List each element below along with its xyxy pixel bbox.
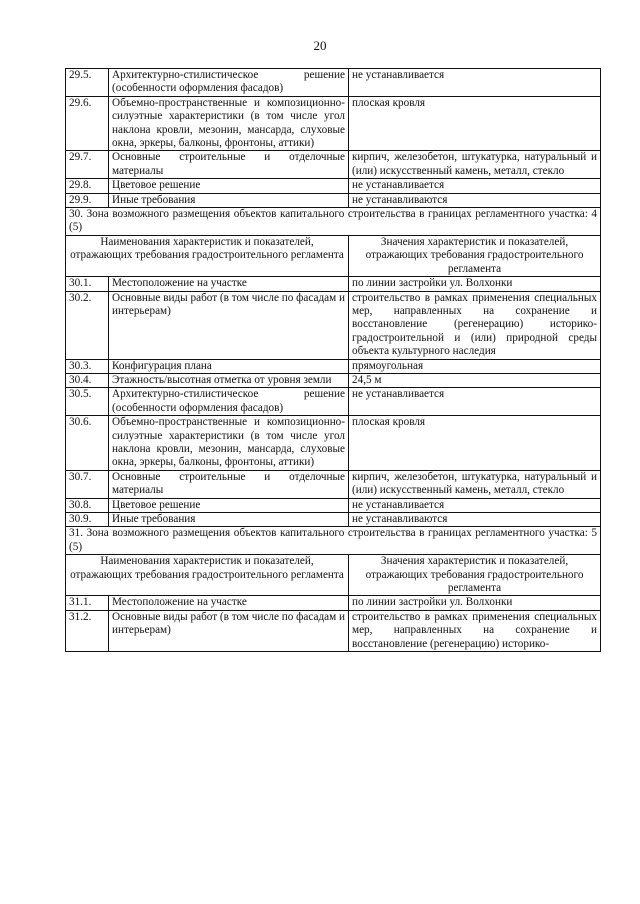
- row-value: прямоугольная: [349, 359, 601, 373]
- row-value: кирпич, железобетон, штукатурка, натуральный и (или) искусственный камень, металл, стекло: [349, 470, 601, 498]
- row-number: 29.5.: [66, 69, 109, 97]
- row-value: не устанавливается: [349, 69, 601, 97]
- row-value: не устанавливается: [349, 498, 601, 512]
- row-number: 30.7.: [66, 470, 109, 498]
- row-value: плоская кровля: [349, 416, 601, 471]
- header-value: Значения характеристик и показателей, отражающих требования градостроительного регламента: [349, 555, 601, 596]
- page-number: 20: [313, 38, 327, 53]
- row-number: 29.6.: [66, 96, 109, 151]
- table-row: [66, 193, 601, 207]
- row-value: 24,5 м: [349, 373, 601, 387]
- row-value: не устанавливаются: [349, 513, 601, 527]
- row-characteristic: Иные требования: [109, 193, 349, 207]
- table-row: [66, 416, 601, 471]
- table-row: [66, 179, 601, 193]
- row-value: плоская кровля: [349, 96, 601, 151]
- table-row: [66, 277, 601, 291]
- row-characteristic: Объемно-пространственные и композиционно-силуэтные характеристики (в том числе угол наклона кровли, мезонин, мансарда, слуховые окна, эркеры, балконы, фронтоны, аттики): [109, 416, 349, 471]
- row-value: строительство в рамках применения специальных мер, направленных на сохранение и восстановление (регенерацию) историко-: [349, 610, 601, 651]
- table-row: [66, 610, 601, 651]
- row-characteristic: Конфигурация плана: [109, 359, 349, 373]
- row-characteristic: Архитектурно-стилистическое решение (особенности оформления фасадов): [109, 388, 349, 416]
- row-number: 29.9.: [66, 193, 109, 207]
- row-number: 30.6.: [66, 416, 109, 471]
- header-row: [66, 555, 601, 596]
- row-characteristic: Цветовое решение: [109, 498, 349, 512]
- section-31-title: 31. Зона возможного размещения объектов капитального строительства в границах регламентного участка: 5 (5): [66, 527, 601, 555]
- table-row: [66, 470, 601, 498]
- row-number: 30.9.: [66, 513, 109, 527]
- regulation-table: [65, 68, 601, 652]
- row-characteristic: Архитектурно-стилистическое решение (особенности оформления фасадов): [109, 69, 349, 97]
- row-characteristic: Основные строительные и отделочные материалы: [109, 151, 349, 179]
- row-number: 30.1.: [66, 277, 109, 291]
- table-row: [66, 359, 601, 373]
- section-title-row: [66, 527, 601, 555]
- row-characteristic: Основные строительные и отделочные материалы: [109, 470, 349, 498]
- table-row: [66, 151, 601, 179]
- table-row: [66, 498, 601, 512]
- row-number: 31.1.: [66, 596, 109, 610]
- row-characteristic: Местоположение на участке: [109, 596, 349, 610]
- row-number: 29.8.: [66, 179, 109, 193]
- row-number: 30.5.: [66, 388, 109, 416]
- section-30-title: 30. Зона возможного размещения объектов капитального строительства в границах регламентного участка: 4 (5): [66, 208, 601, 236]
- row-number: 30.3.: [66, 359, 109, 373]
- section-title-row: [66, 208, 601, 236]
- row-characteristic: Основные виды работ (в том числе по фасадам и интерьерам): [109, 291, 349, 359]
- row-characteristic: Иные требования: [109, 513, 349, 527]
- row-number: 30.2.: [66, 291, 109, 359]
- header-characteristic: Наименования характеристик и показателей, отражающих требования градостроительного регламента: [66, 235, 349, 276]
- header-value: Значения характеристик и показателей, отражающих требования градостроительного регламента: [349, 235, 601, 276]
- row-number: 31.2.: [66, 610, 109, 651]
- table-row: [66, 596, 601, 610]
- row-number: 29.7.: [66, 151, 109, 179]
- row-value: по линии застройки ул. Волхонки: [349, 277, 601, 291]
- table-row: [66, 513, 601, 527]
- table-row: [66, 291, 601, 359]
- header-characteristic: Наименования характеристик и показателей, отражающих требования градостроительного регламента: [66, 555, 349, 596]
- table-row: [66, 373, 601, 387]
- row-characteristic: Основные виды работ (в том числе по фасадам и интерьерам): [109, 610, 349, 651]
- row-number: 30.8.: [66, 498, 109, 512]
- row-value: не устанавливается: [349, 179, 601, 193]
- row-number: 30.4.: [66, 373, 109, 387]
- row-characteristic: Местоположение на участке: [109, 277, 349, 291]
- row-characteristic: Этажность/высотная отметка от уровня земли: [109, 373, 349, 387]
- row-characteristic: Объемно-пространственные и композиционно-силуэтные характеристики (в том числе угол наклона кровли, мезонин, мансарда, слуховые окна, эркеры, балконы, фронтоны, аттики): [109, 96, 349, 151]
- row-value: строительство в рамках применения специальных мер, направленных на сохранение и восстановление (регенерацию) историко-градостроительной и (или) природной среды объекта культурного наследия: [349, 291, 601, 359]
- row-value: кирпич, железобетон, штукатурка, натуральный и (или) искусственный камень, металл, стекло: [349, 151, 601, 179]
- row-value: по линии застройки ул. Волхонки: [349, 596, 601, 610]
- row-characteristic: Цветовое решение: [109, 179, 349, 193]
- table-row: [66, 96, 601, 151]
- header-row: [66, 235, 601, 276]
- table-row: [66, 388, 601, 416]
- row-value: не устанавливается: [349, 388, 601, 416]
- row-value: не устанавливаются: [349, 193, 601, 207]
- table-row: [66, 69, 601, 97]
